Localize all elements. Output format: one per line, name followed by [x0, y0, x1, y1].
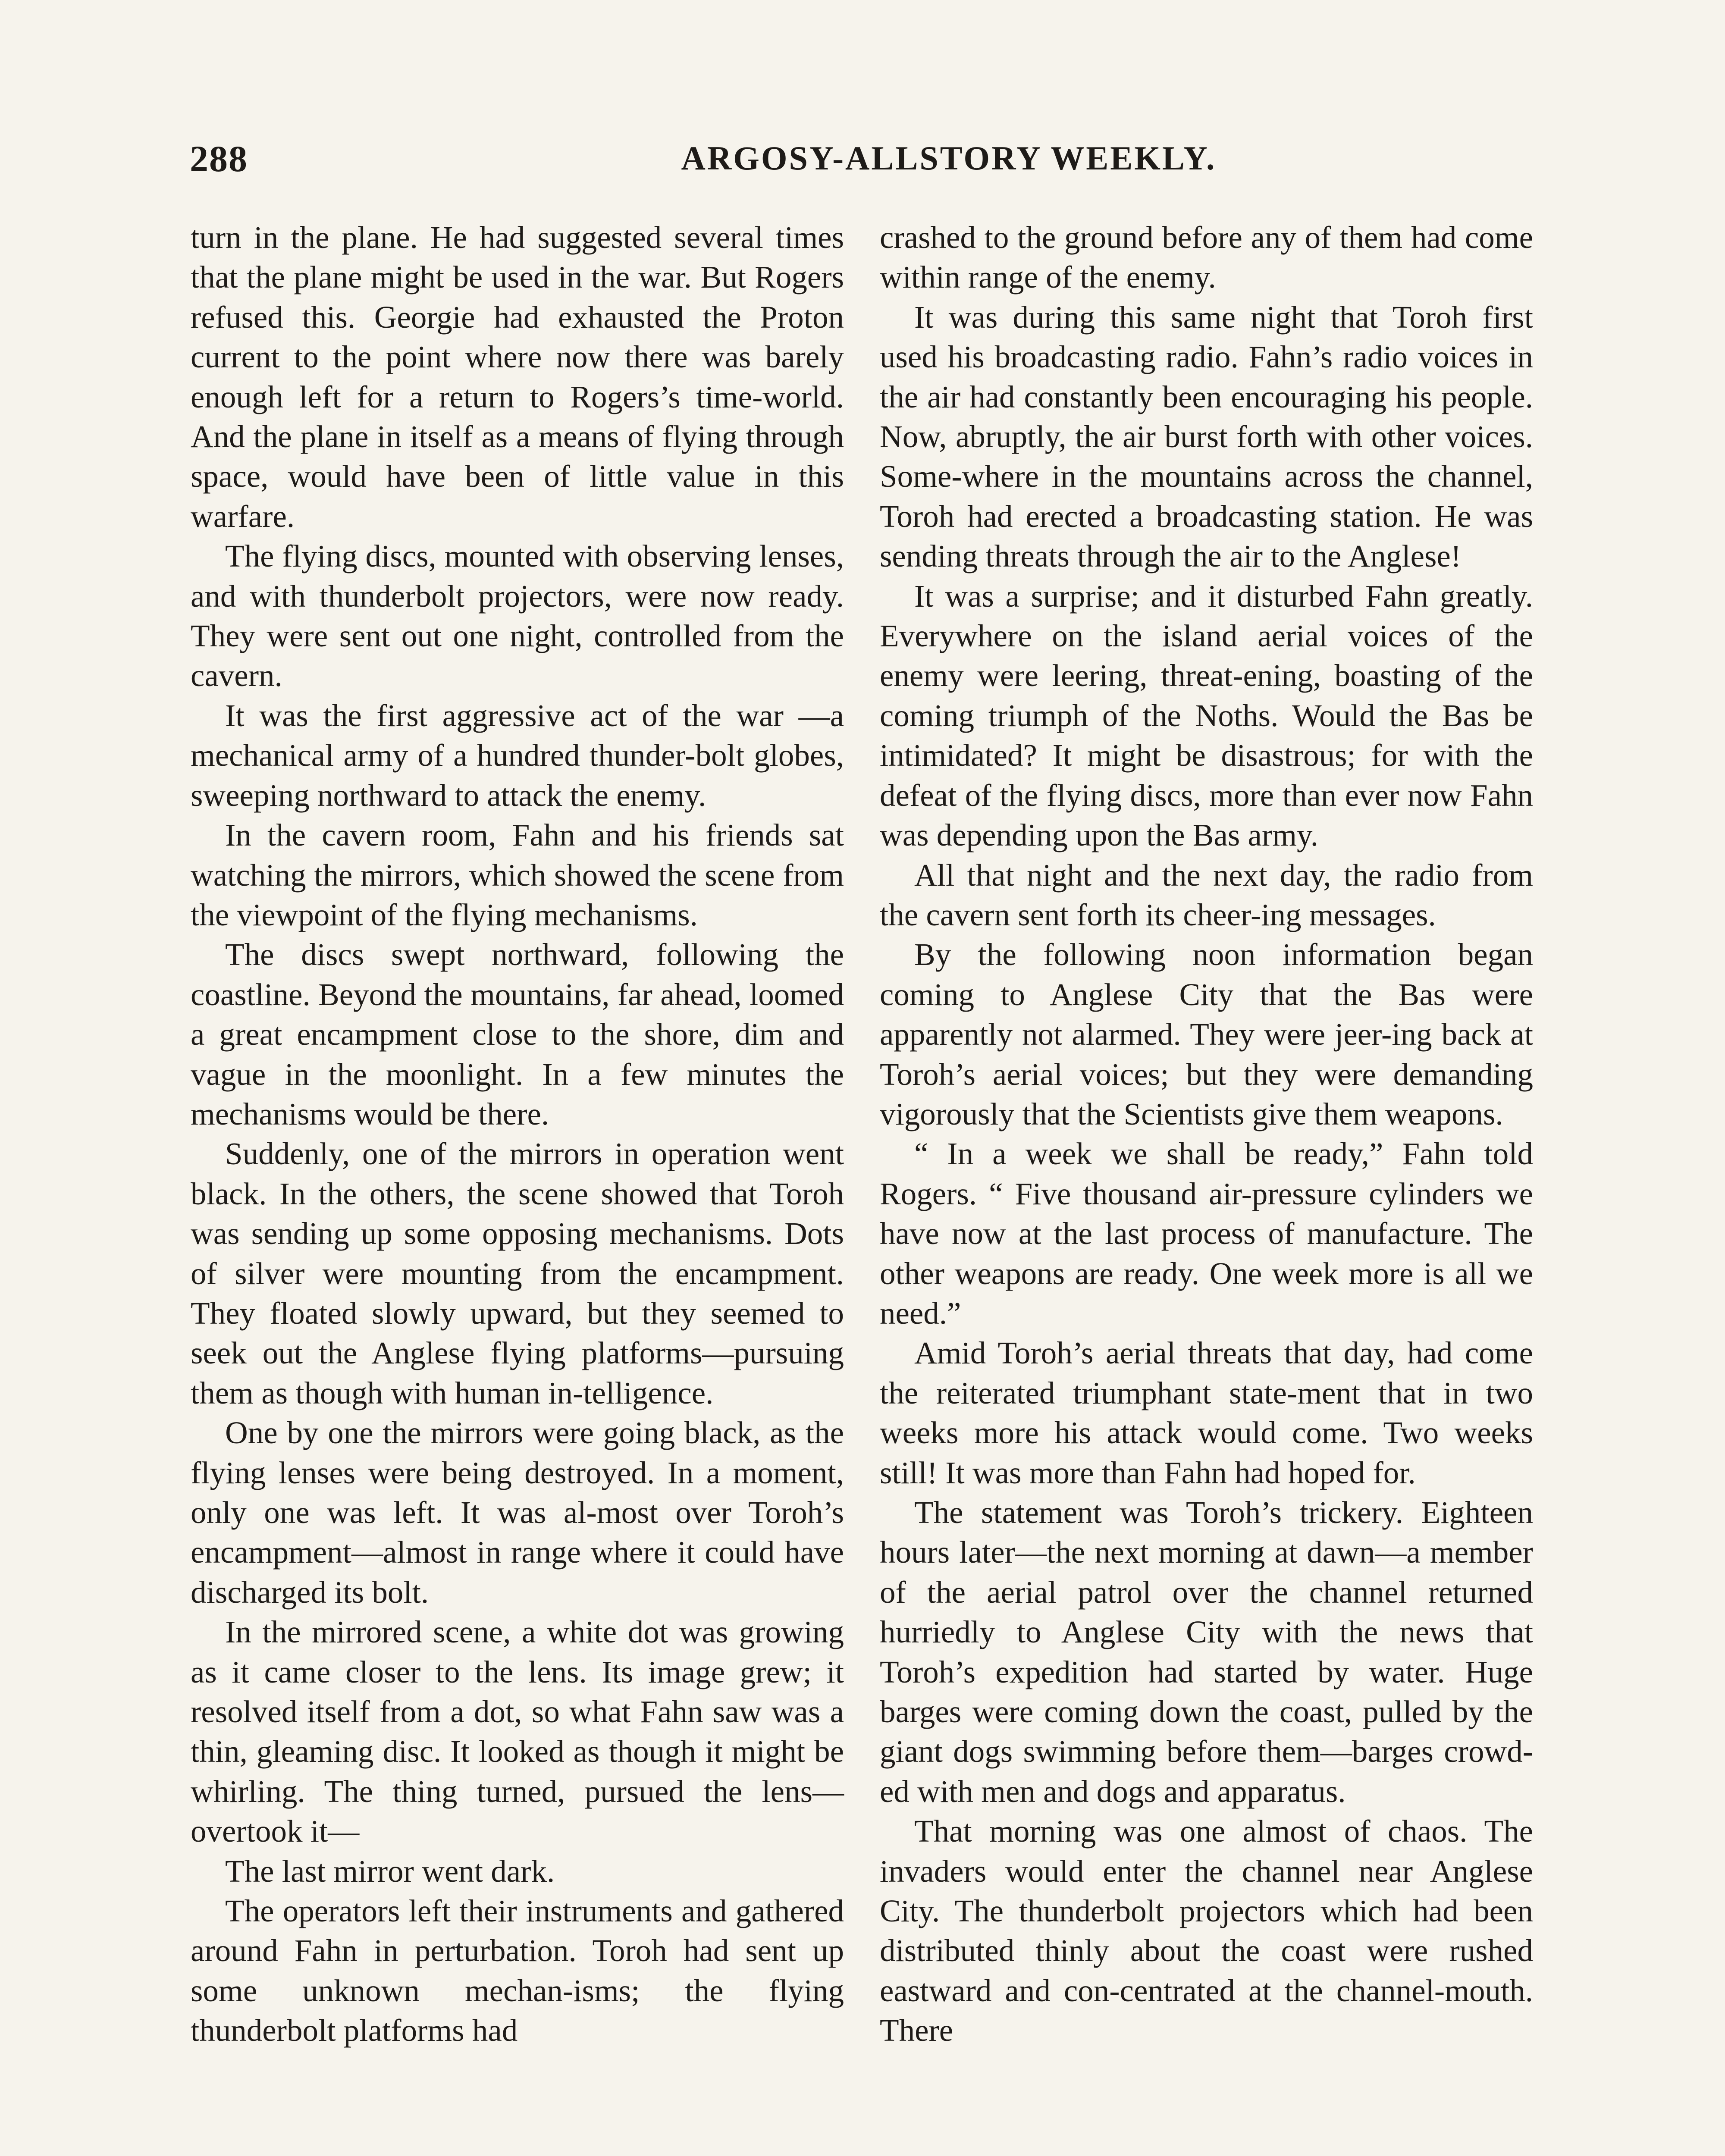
paragraph: It was a surprise; and it disturbed Fahn greatly. Everywhere on the island aerial voices of the enemy were leering, threat-ening, boasting of the coming triumph of the Noths. Would the Bas be intimidated? It might be disastrous; for with the defeat of the flying discs, more than ever now Fahn was depending upon the Bas army.	[880, 578, 1533, 853]
paragraph: turn in the plane. He had suggested several times that the plane might be used in the war. But Rogers refused this. Georgie had exhausted the Proton current to the point where now there was barely enough left for a return to Rogers’s time-world. And the plane in itself as a means of flying through space, would have been of little value in this warfare.	[191, 220, 844, 534]
paragraph: “ In a week we shall be ready,” Fahn told Rogers. “ Five thousand air-pressure cylinders we have now at the last process of manufacture. The other weapons are ready. One week more is all we need.”	[880, 1136, 1533, 1331]
paragraph: The last mirror went dark.	[225, 1853, 555, 1889]
paragraph: All that night and the next day, the radio from the cavern sent forth its cheer-ing messages.	[880, 857, 1533, 932]
paragraph: In the mirrored scene, a white dot was growing as it came closer to the lens. Its image grew; it resolved itself from a dot, so what Fahn saw was a thin, gleaming disc. It looked as though it might be whirling. The thing turned, pursued the lens—overtook it—	[191, 1614, 844, 1849]
paragraph: Suddenly, one of the mirrors in operation went black. In the others, the scene showed that Toroh was sending up some opposing mechanisms. Dots of silver were mounting from the encampment. They floated slowly upward, but they seemed to seek out the Anglese flying platforms—pursuing them as though with human in-telligence.	[191, 1136, 844, 1410]
paragraph: The flying discs, mounted with observing lenses, and with thunderbolt projectors, were now ready. They were sent out one night, controlled from the cavern.	[191, 539, 844, 693]
paragraph: One by one the mirrors were going black, as the flying lenses were being destroyed. In a moment, only one was left. It was al-most over Toroh’s encampment—almost in range where it could have discharged its bolt.	[191, 1415, 844, 1610]
paragraph: The discs swept northward, following the coastline. Beyond the mountains, far ahead, loomed a great encampment close to the shore, dim and vague in the moonlight. In a few minutes the mechanisms would be there.	[191, 937, 844, 1131]
paragraph: In the cavern room, Fahn and his friends sat watching the mirrors, which showed the scene from the viewpoint of the flying mechanisms.	[191, 818, 844, 932]
paragraph: It was during this same night that Toroh first used his broadcasting radio. Fahn’s radio voices in the air had constantly been encouraging his people. Now, abruptly, the air burst forth with other voices. Some-where in the mountains across the channel, Toroh had erected a broadcasting station. He was sending threats through the air to the Anglese!	[880, 299, 1533, 574]
paragraph: That morning was one almost of chaos. The invaders would enter the channel near Anglese City. The thunderbolt projectors which had been distributed thinly about the coast were rushed eastward and con-centrated at the channel-mouth. There	[880, 1814, 1533, 2048]
paragraph: Amid Toroh’s aerial threats that day, had come the reiterated triumphant state-ment that in two weeks more his attack would come. Two weeks still! It was more than Fahn had hoped for.	[880, 1335, 1533, 1490]
paragraph: The operators left their instruments and gathered around Fahn in perturbation. Toroh had sent up some unknown mechan-isms; the flying thunderbolt platforms had	[191, 1893, 844, 2048]
running-head: ARGOSY-ALLSTORY WEEKLY.	[681, 139, 1217, 177]
right-column	[880, 218, 1533, 2051]
paragraph: crashed to the ground before any of them had come within range of the enemy.	[880, 220, 1533, 295]
paragraph: By the following noon information began coming to Anglese City that the Bas were apparently not alarmed. They were jeer-ing back at Toroh’s aerial voices; but they were demanding vigorously that the Scientists give them weapons.	[880, 937, 1533, 1131]
page-number: 288	[190, 138, 248, 179]
left-column	[191, 218, 844, 2051]
paragraph: The statement was Toroh’s trickery. Eighteen hours later—the next morning at dawn—a member of the aerial patrol over the channel returned hurriedly to Anglese City with the news that Toroh’s expedition had started by water. Huge barges were coming down the coast, pulled by the giant dogs swimming before them—barges crowd-ed with men and dogs and apparatus.	[880, 1495, 1533, 1809]
paragraph: It was the first aggressive act of the war —a mechanical army of a hundred thunder-bolt globes, sweeping northward to attack the enemy.	[191, 698, 844, 813]
